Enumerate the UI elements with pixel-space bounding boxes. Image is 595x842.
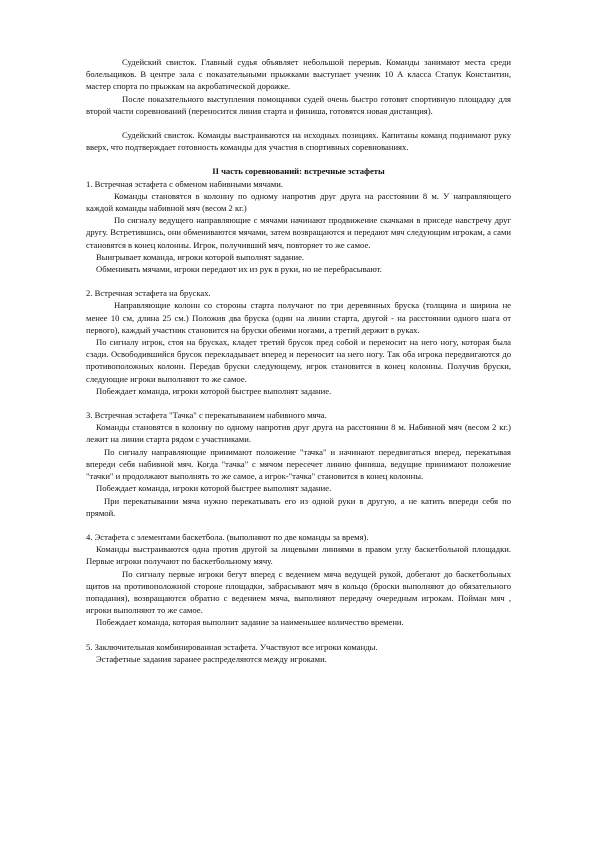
paragraph-intro-whistle: Судейский свисток. Главный судья объявляет небольшой перерыв. Команды занимают места среди болельщиков. В центре зала с показательными прыжками выступает ученик 10 А класса Стапук Константин, мастер спорта по прыжкам на акробатической дорожке. (86, 57, 511, 92)
relay-3-paragraph: Команды становятся в колонну по одному напротив друг друга на расстоянии 8 м. Набивной мяч (весом 2 кг.) лежит на линии старта рядом с участниками. (86, 422, 511, 445)
relay-2-paragraph: Направляющие колонн со стороны старта получают по три деревянных бруска (толщина и ширина не менее 10 см, длина 25 см.) Положив два бруска (один на линии старта, другой - на расстоянии одного шага от первого), каждый участник становится на бруски обеими ногами, а третий держит в руках. (86, 300, 511, 335)
relay-1-paragraph: Обменивать мячами, игроки передают их из рук в руки, но не перебрасывают. (96, 264, 382, 275)
relay-3-heading: 3. Встречная эстафета "Тачка" с перекатыванием набивного мяча. (86, 410, 327, 421)
relay-5-heading: 5. Заключительная комбинированная эстафета. Участвуют все игроки команды. (86, 641, 378, 652)
document-page (86, 56, 511, 665)
relay-5-paragraph: Эстафетные задания заранее распределяются между игроками. (96, 653, 327, 664)
relay-4-paragraph: Побеждает команда, которая выполнит задание за наименьшее количество времени. (96, 617, 404, 628)
relay-1-heading: 1. Встречная эстафета с обменом набивными мячами. (86, 178, 283, 189)
relay-2-heading: 2. Встречная эстафета на брусках. (86, 288, 211, 299)
relay-3-paragraph: Побеждает команда, игроки которой быстрее выполнят задание. (96, 483, 332, 494)
relay-1-paragraph: Выигрывает команда, игроки которой выполнят задание. (96, 251, 305, 262)
relay-3-paragraph: При перекатывании мяча нужно перекатывать его из одной руки в другую, а не катить впереди себя по прямой. (86, 495, 511, 518)
section-title: II часть соревнований: встречные эстафеты (212, 166, 385, 177)
relay-1-paragraph: Команды становятся в колонну по одному напротив друг друга на расстоянии 8 м. У направляющего каждой команды набивной мяч (весом 2 кг.) (86, 190, 511, 214)
relay-4-paragraph: Команды выстраиваются одна против другой за лицевыми линиями в правом углу баскетбольной площадки. Первые игроки получают по баскетбольному мячу. (86, 544, 511, 567)
relay-2-paragraph: Побеждает команда, игроки которой быстрее выполнят задание. (96, 385, 332, 396)
relay-1-paragraph: По сигналу ведущего направляющие с мячами начинают продвижение скачками в приседе навстречу друг другу. Встретившись, они обмениваются мячами, затем возвращаются и передают мяч следующим игрокам, а сами становятся в конец колонны. Игрок, получивший мяч, повторяет то же самое. (86, 215, 511, 250)
paragraph-intro-preparation: После показательного выступления помощники судей очень быстро готовят спортивную площадку для второй части соревнований (переносится линия старта и финиша, готовятся новая дистанция). (86, 93, 511, 116)
paragraph-intro-teams-ready: Судейский свисток. Команды выстраиваются на исходных позициях. Капитаны команд поднимают руку вверх, что подтверждает готовность команды для участия в спортивных соревнованиях. (86, 130, 511, 153)
relay-4-paragraph: По сигналу первые игроки бегут вперед с ведением мяча ведущей рукой, добегают до баскетбольных щитов на противоположной стороне площадки, забрасывают мяч в кольцо (броски выполняют до обязательного попадания), возвращаются обратно с ведением мяча, выполняют передачу очередным игрокам. Пойман мяч , игроки выполняют то же самое. (86, 568, 511, 616)
relay-3-paragraph: По сигналу направляющие принимают положение "тачка" и начинают передвигаться вперед, перекатывая впереди себя набивной мяч. Когда "тачка" с мячом пересечет линию финиша, ведущие принимают положение "тачки" и продолжают выполнять то же самое, а игрок-"тачка" становится в конец колонны. (86, 446, 511, 482)
relay-2-paragraph: По сигналу игрок, стоя на брусках, кладет третий брусок пред собой и переносит на него ногу, которая была сзади. Освободившийся брусок перекладывает вперед и переносит на него ногу. Так оба игрока передвигаются до противоположных колонн. Передав бруски следующему, игрок становится в конец колонны. Получив бруски, следующие игроки выполняют то же самое. (86, 337, 511, 384)
relay-4-heading: 4. Эстафета с элементами баскетбола. (выполняют по две команды за время). (86, 531, 369, 542)
